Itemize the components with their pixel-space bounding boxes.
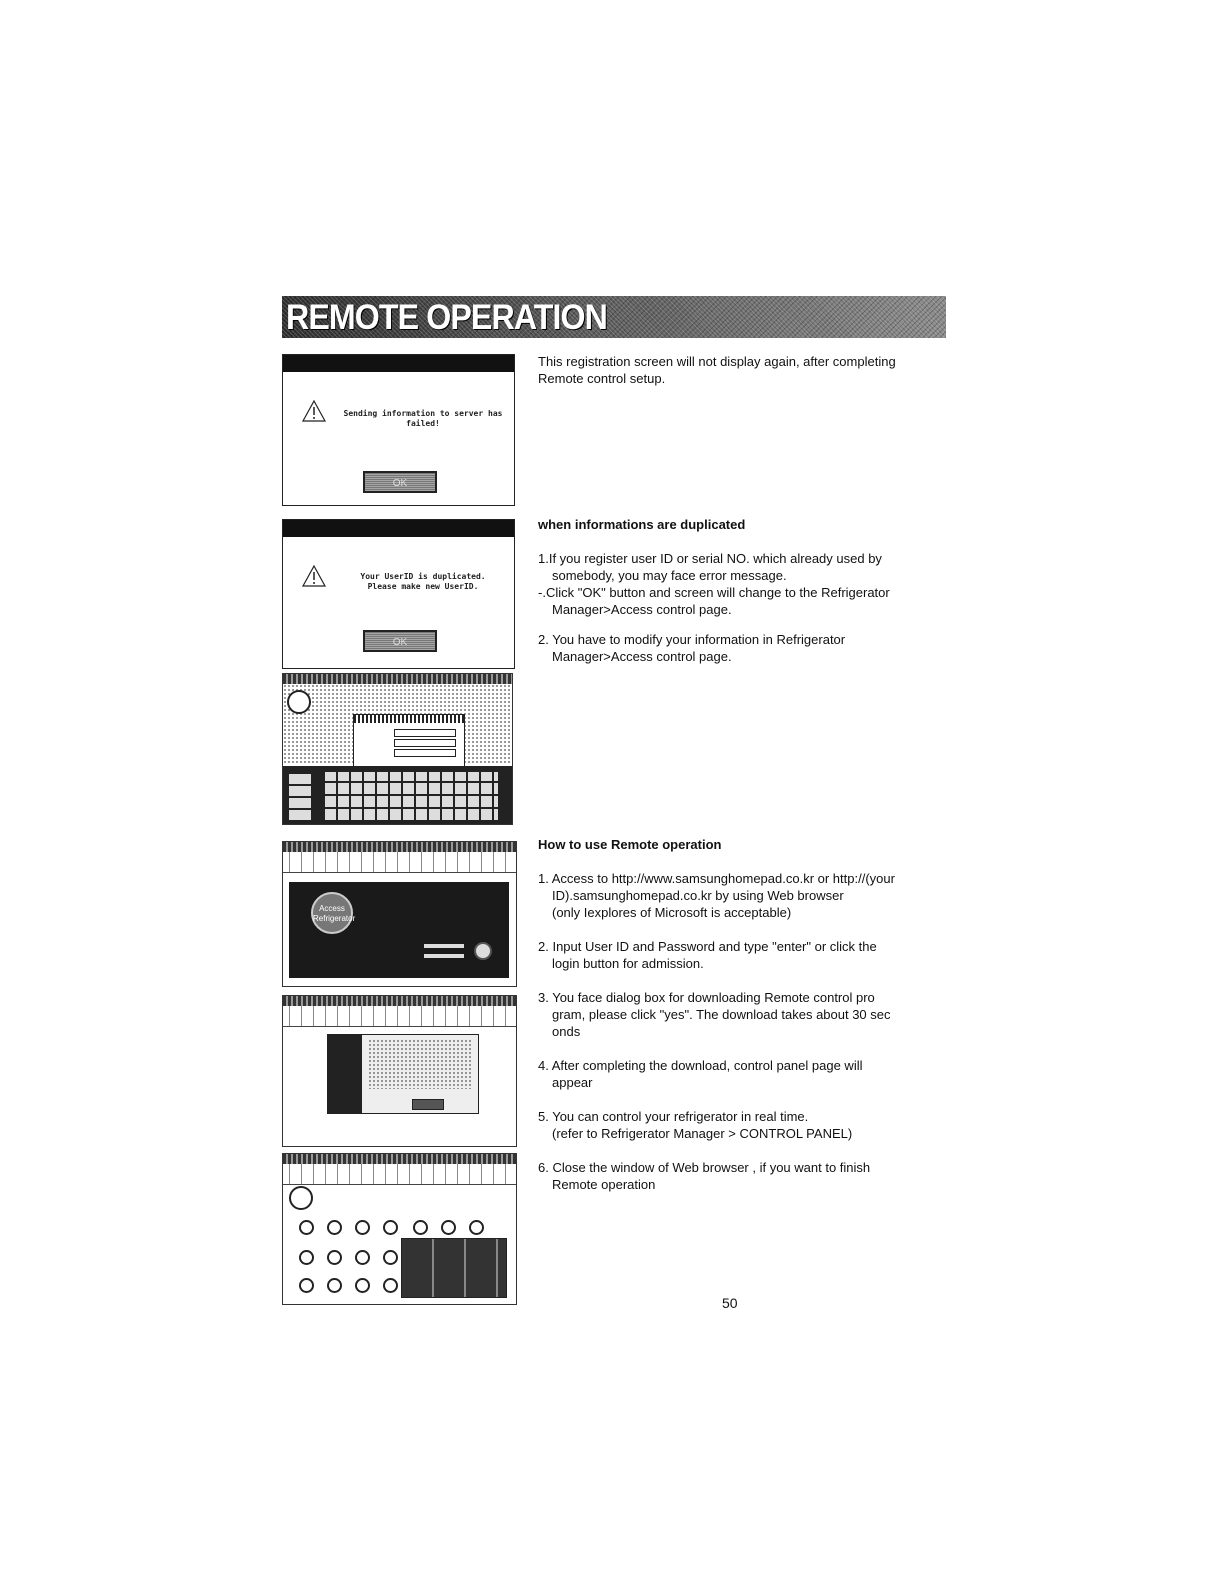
dialog-message: Your UserID is duplicated. Please make new UserID. — [360, 572, 486, 591]
security-warning-dialog — [327, 1034, 479, 1114]
on-screen-keyboard[interactable] — [323, 772, 498, 822]
dialog-title-bar — [283, 520, 514, 537]
browser-toolbar — [283, 1164, 516, 1185]
user-id-input[interactable] — [424, 944, 464, 948]
control-button[interactable] — [383, 1250, 398, 1265]
instruction-line: -.Click "OK" button and screen will change to the Refrigerator — [538, 585, 890, 600]
yes-button[interactable] — [412, 1099, 444, 1110]
section-heading: when informations are duplicated — [538, 517, 746, 532]
form-header — [354, 715, 464, 723]
step-line: appear — [552, 1075, 593, 1090]
intro-line: This registration screen will not display again, after completing — [538, 354, 896, 369]
control-button[interactable] — [327, 1250, 342, 1265]
input-field[interactable] — [394, 739, 456, 747]
instruction-line: 2. You have to modify your information in Refrigerator — [538, 632, 846, 647]
step-line: 1. Access to http://www.samsunghomepad.co.kr or http://(your — [538, 871, 895, 886]
keyboard-panel — [283, 766, 512, 824]
step-line: 3. You face dialog box for downloading Remote control pro — [538, 990, 875, 1005]
browser-toolbar — [283, 852, 516, 873]
keyboard-side-keys[interactable] — [289, 772, 311, 822]
step-line: (refer to Refrigerator Manager > CONTROL PANEL) — [552, 1126, 853, 1141]
section-banner — [282, 296, 946, 338]
download-dialog-screenshot — [282, 995, 517, 1147]
control-button[interactable] — [299, 1220, 314, 1235]
ok-button[interactable]: OK — [363, 471, 437, 493]
status-display-panel — [401, 1238, 507, 1298]
logo-icon — [289, 1186, 313, 1210]
control-button[interactable] — [441, 1220, 456, 1235]
control-button[interactable] — [299, 1278, 314, 1293]
step-line: 4. After completing the download, control panel page will — [538, 1058, 863, 1073]
step-line: ID).samsunghomepad.co.kr by using Web browser — [552, 888, 844, 903]
control-button[interactable] — [383, 1220, 398, 1235]
access-control-screenshot — [282, 673, 513, 825]
logo-icon — [287, 690, 311, 714]
access-form — [353, 714, 465, 771]
warning-icon — [301, 399, 327, 423]
control-button[interactable] — [355, 1220, 370, 1235]
control-button[interactable] — [355, 1250, 370, 1265]
page-number: 50 — [722, 1295, 738, 1311]
step-line: 6. Close the window of Web browser , if you want to finish — [538, 1160, 871, 1175]
control-button[interactable] — [327, 1278, 342, 1293]
step-line: 2. Input User ID and Password and type "enter" or click the — [538, 939, 877, 954]
duplicated-section — [538, 516, 938, 665]
control-button[interactable] — [355, 1278, 370, 1293]
login-button[interactable] — [474, 942, 492, 960]
instruction-line: 1.If you register user ID or serial NO. which already used by — [538, 551, 882, 566]
window-title-bar — [283, 674, 512, 684]
warning-icon — [301, 564, 327, 588]
step-line: (only Iexplores of Microsoft is acceptable) — [552, 905, 792, 920]
control-button[interactable] — [299, 1250, 314, 1265]
dialog-title-bar — [283, 355, 514, 372]
window-title-bar — [283, 842, 516, 852]
step-line: onds — [552, 1024, 581, 1039]
input-field[interactable] — [394, 749, 456, 757]
browser-toolbar — [283, 1006, 516, 1027]
step-line: gram, please click "yes". The download takes about 30 sec — [552, 1007, 891, 1022]
error-dialog-send-failed — [282, 354, 515, 506]
instruction-line: Manager>Access control page. — [552, 649, 732, 664]
step-line: Remote operation — [552, 1177, 656, 1192]
intro-line: Remote control setup. — [538, 371, 666, 386]
control-panel-screenshot — [282, 1153, 517, 1305]
step-line: 5. You can control your refrigerator in real time. — [538, 1109, 809, 1124]
page-title: REMOTE OPERATION — [286, 298, 608, 337]
section-heading: How to use Remote operation — [538, 837, 722, 852]
access-refrigerator-badge: Access Refrigerator — [311, 892, 353, 934]
control-button[interactable] — [469, 1220, 484, 1235]
instruction-line: Manager>Access control page. — [552, 602, 732, 617]
control-button[interactable] — [327, 1220, 342, 1235]
window-title-bar — [283, 996, 516, 1006]
dialog-text — [368, 1039, 472, 1089]
intro-text — [538, 353, 938, 387]
ok-button[interactable]: OK — [363, 630, 437, 652]
password-input[interactable] — [424, 954, 464, 958]
dialog-icon-panel — [328, 1035, 362, 1113]
error-dialog-duplicated-id — [282, 519, 515, 669]
control-button[interactable] — [383, 1278, 398, 1293]
control-button[interactable] — [413, 1220, 428, 1235]
window-title-bar — [283, 1154, 516, 1164]
input-field[interactable] — [394, 729, 456, 737]
login-panel — [289, 882, 509, 978]
step-line: login button for admission. — [552, 956, 704, 971]
login-page-screenshot — [282, 841, 517, 987]
dialog-message: Sending information to server has failed! — [343, 409, 503, 428]
howto-section — [538, 836, 938, 1193]
instruction-line: somebody, you may face error message. — [552, 568, 787, 583]
